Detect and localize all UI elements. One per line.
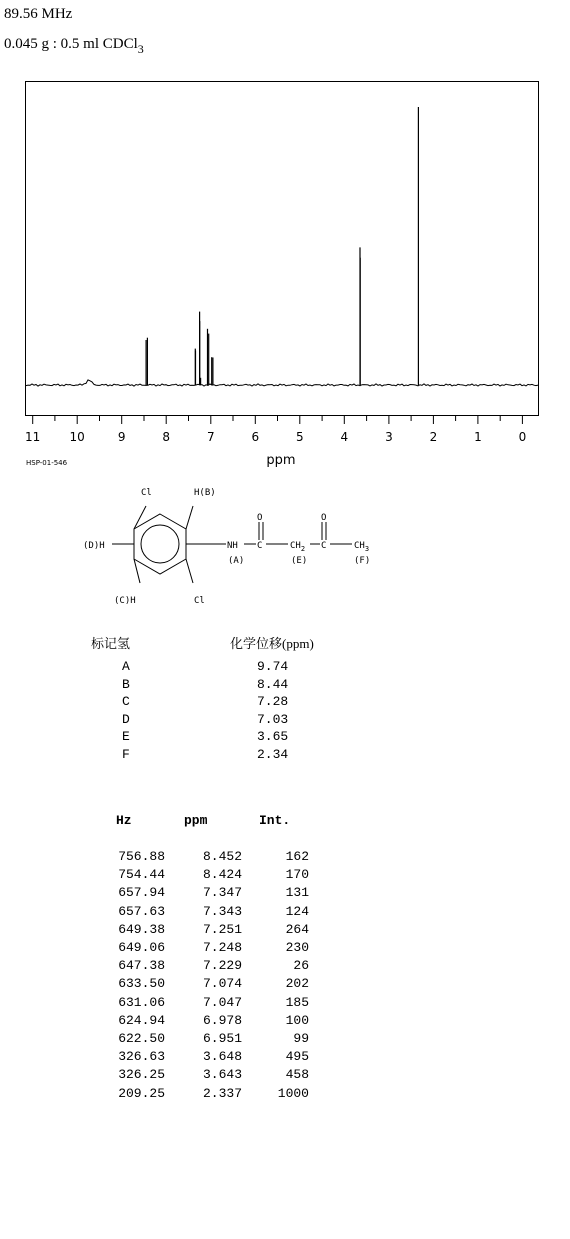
tick-label-0: 0 [518,430,527,444]
atom-o2: O [321,513,327,523]
peak-hz: 326.63 [118,1049,165,1065]
atom-h-d: (D)H [83,541,105,551]
peak-ppm: 3.648 [202,1049,242,1065]
plot-frame [26,82,539,416]
peak-header-int: Int. [259,813,291,828]
peak-int: 131 [285,885,309,901]
peak-ppm: 7.251 [202,921,242,937]
peak-lines [146,107,418,385]
atom-c2: C [321,541,327,551]
peak-hz: 326.25 [118,1067,165,1083]
peak-header-hz: Hz [116,813,132,828]
peak-hz: 624.94 [118,1012,165,1028]
atom-cl-bottom: Cl [194,596,205,606]
peak-ppm: 7.248 [202,940,242,955]
assignment-header-label: 标记氢 [91,636,131,651]
assignment-label: C [122,694,130,709]
assignment-label: B [122,676,130,692]
tick-label-1: 1 [474,430,482,444]
atom-ch2: $CH_2$ [290,541,306,553]
tick-label-9: 9 [117,430,126,444]
atom-ch3: $CH_3$ [354,541,370,553]
spectrometer-frequency: 89.56 MHz [4,6,73,22]
peak-int: 170 [285,867,309,883]
tick-label-4: 4 [340,430,349,444]
assignment-shift: 2.34 [257,746,289,762]
peak-hz: 649.38 [118,921,165,937]
x-axis-ticks [25,416,526,444]
tag-a: (A) [228,556,245,566]
peak-int: 264 [285,921,309,937]
peak-int: 230 [285,940,309,955]
peak-int: 202 [285,976,309,992]
atom-c1: C [257,541,263,551]
molecule-structure [0,480,570,610]
bond-h-b [186,506,193,529]
peak-int: 162 [285,849,309,864]
peak-header-ppm: ppm [184,813,208,828]
peak-ppm: 8.452 [202,849,242,864]
benzene-ring [134,514,186,574]
atom-h-c: (C)H [114,596,136,606]
tag-f: (F) [354,556,371,566]
tick-label-6: 6 [251,430,260,444]
peak-ppm: 7.343 [202,903,242,919]
tick-label-2: 2 [429,430,438,444]
peak-hz: 756.88 [118,849,165,864]
sample-text: 0.045 g : 0.5 ml CDCl [4,36,138,52]
bond-cl-bottom [186,559,193,583]
tick-label-8: 8 [162,430,171,444]
x-axis-label: ppm [266,453,296,468]
peak-int: 99 [293,1031,309,1046]
peak-ppm: 7.047 [202,994,242,1010]
peak-ppm: 6.978 [202,1012,242,1028]
assignment-label: F [122,746,130,762]
tick-label-7: 7 [206,430,215,444]
peak-hz: 754.44 [118,867,165,883]
assignment-label: E [122,729,130,744]
assignment-header-shift: 化学位移(ppm) [230,636,314,651]
assignment-shift: 7.28 [257,694,289,709]
tick-label-11: 11 [25,430,41,444]
assignment-label: D [122,711,130,727]
peak-int: 185 [285,994,309,1010]
peak-hz: 657.63 [118,903,165,919]
peak-ppm: 7.347 [202,885,242,901]
tag-e: (E) [291,556,308,566]
peak-int: 100 [285,1012,309,1028]
peak-hz: 631.06 [118,994,165,1010]
assignment-label: A [122,659,130,674]
spectrum-trace [26,380,538,386]
spectrum-code: HSP-01-546 [26,459,68,467]
peak-ppm: 8.424 [202,867,242,883]
assignment-shift: 3.65 [257,729,289,744]
peak-ppm: 2.337 [202,1085,242,1101]
peak-ppm: 3.643 [202,1067,242,1083]
peak-hz: 633.50 [118,976,165,992]
peak-ppm: 6.951 [202,1031,242,1046]
tick-label-5: 5 [295,430,304,444]
tick-label-10: 10 [69,430,85,444]
atom-o1: O [257,513,263,523]
peak-hz: 657.94 [118,885,165,901]
assignment-shift: 8.44 [257,676,289,692]
tick-label-3: 3 [385,430,393,444]
nmr-spectrum-chart [0,0,570,480]
peak-ppm: 7.074 [202,976,242,992]
peak-int: 458 [285,1067,309,1083]
atom-h-b: H(B) [194,488,216,498]
peak-ppm: 7.229 [202,958,242,974]
peak-int: 495 [285,1049,309,1065]
bond-h-c [134,559,140,583]
atom-nh: NH [227,541,238,551]
sample-subscript: 3 [137,42,144,56]
peak-hz: 209.25 [118,1085,165,1101]
peak-int: 26 [293,958,309,974]
peak-hz: 647.38 [118,958,165,974]
aromatic-circle [141,525,179,563]
peak-int: 1000 [277,1085,309,1101]
peak-hz: 622.50 [118,1031,165,1046]
peak-hz: 649.06 [118,940,165,955]
assignment-shift: 7.03 [257,711,289,727]
peak-int: 124 [285,903,309,919]
atom-cl-top: Cl [141,488,152,498]
assignment-shift: 9.74 [257,659,289,674]
